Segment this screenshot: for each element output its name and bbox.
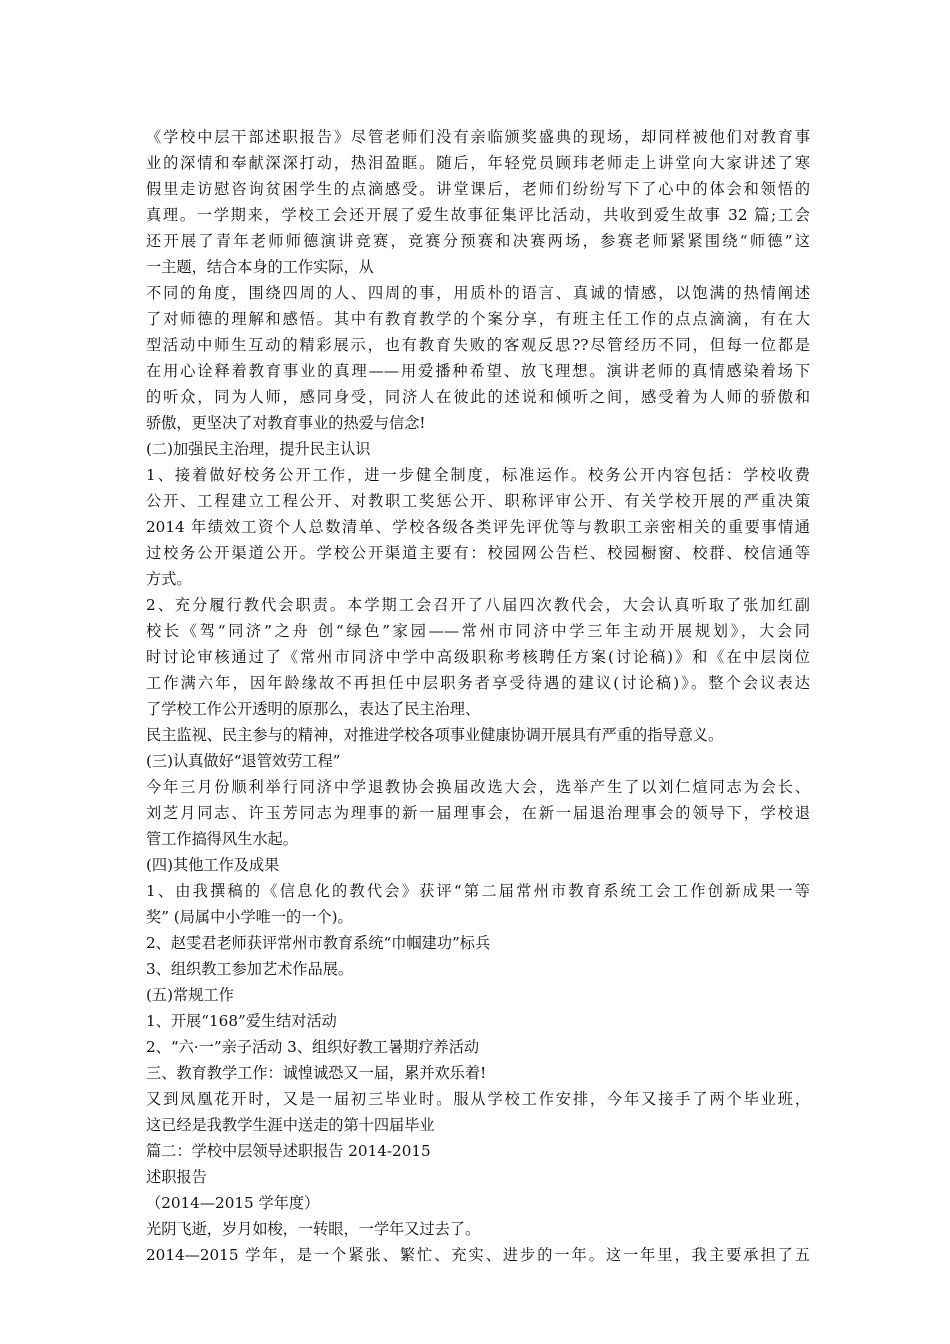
section-heading: 三、教育教学工作：诚惶诚恐又一届，累并欢乐着!	[146, 1064, 487, 1082]
report-title: 述职报告	[146, 1168, 207, 1186]
text-line: 型活动中师生互动的精彩展示，也有教育失败的客观反思??尽管经历不同，但每一位都是	[146, 336, 810, 354]
text-line: 管工作搞得风生水起。	[146, 830, 298, 848]
text-line: 光阴飞逝，岁月如梭，一转眼，一学年又过去了。	[146, 1220, 481, 1238]
text-line: 民主监视、民主参与的精神，对推进学校各项事业健康协调开展具有严重的指导意义。	[146, 726, 724, 744]
document-body	[146, 124, 810, 1268]
text-line: 奖” (局属中小学唯一的一个)。	[146, 908, 353, 926]
section-heading: (四)其他工作及成果	[146, 856, 280, 874]
section-heading: (三)认真做好“退管效劳工程”	[146, 752, 341, 770]
text-line: 又到凤凰花开时，又是一届初三毕业时。服从学校工作安排，今年又接手了两个毕业班，	[146, 1090, 810, 1108]
text-line: 的听众，同为人师，感同身受，同济人在彼此的述说和倾听之间，感受着为人师的骄傲和	[146, 388, 810, 406]
text-line: 一主题，结合本身的工作实际，从	[146, 258, 374, 276]
text-line: 不同的角度，围绕四周的人、四周的事，用质朴的语言、真诚的情感，以饱满的热情阐述	[146, 284, 810, 302]
text-line: 2014 年绩效工资个人总数清单、学校各级各类评先评优等与教职工亲密相关的重要事情通	[146, 518, 810, 536]
text-line: 工作满六年，因年龄缘故不再担任中层职务者享受待遇的建议(讨论稿)》。整个会议表达	[146, 674, 810, 692]
text-line: 公开、工程建立工程公开、对教职工奖惩公开、职称评审公开、有关学校开展的严重决策	[146, 492, 810, 510]
text-line: 今年三月份顺利举行同济中学退教协会换届改选大会，选举产生了以刘仁煊同志为会长、	[146, 778, 810, 796]
report-subtitle: （2014—2015 学年度）	[146, 1194, 320, 1212]
text-line: 1、由我撰稿的《信息化的教代会》获评“第二届常州市教育系统工会工作创新成果一等	[146, 882, 810, 900]
text-line: 了学校工作公开透明的原那么，表达了民主治理、	[146, 700, 481, 718]
text-line: 刘芝月同志、许玉芳同志为理事的新一届理事会，在新一届退治理事会的领导下，学校退	[146, 804, 810, 822]
text-line: 3、组织教工参加艺术作品展。	[146, 960, 354, 978]
text-line: 2014—2015 学年，是一个紧张、繁忙、充实、进步的一年。这一年里，我主要承担了五	[146, 1246, 810, 1264]
text-line: 过校务公开渠道公开。学校公开渠道主要有：校园网公告栏、校园橱窗、校群、校信通等	[146, 544, 810, 562]
text-line: 在用心诠释着教育事业的真理——用爱播种希望、放飞理想。演讲老师的真情感染着场下	[146, 362, 810, 380]
text-line: 方式。	[146, 570, 192, 588]
text-line: 假里走访慰咨询贫困学生的点滴感受。讲堂课后，老师们纷纷写下了心中的体会和领悟的	[146, 180, 810, 198]
text-line: 骄傲，更坚决了对教育事业的热爱与信念!	[146, 414, 426, 432]
article-heading: 篇二：学校中层领导述职报告 2014-2015	[146, 1142, 431, 1160]
text-line: 《学校中层干部述职报告》尽管老师们没有亲临颁奖盛典的现场，却同样被他们对教育事	[146, 128, 810, 146]
text-line: 时讨论审核通过了《常州市同济中学中高级职称考核聘任方案(讨论稿)》和《在中层岗位	[146, 648, 810, 666]
text-line: 2、赵雯君老师获评常州市教育系统“巾帼建功”标兵	[146, 934, 491, 952]
section-heading: (五)常规工作	[146, 986, 234, 1004]
text-line: 了对师德的理解和感悟。其中有教育教学的个案分享，有班主任工作的点点滴滴，有在大	[146, 310, 810, 328]
text-line: 2、“六·一”亲子活动 3、组织好教工暑期疗养活动	[146, 1038, 480, 1056]
text-line: 1、开展“168”爱生结对活动	[146, 1012, 337, 1030]
text-line: 还开展了青年老师师德演讲竞赛，竞赛分预赛和决赛两场，参赛老师紧紧围绕“师德”这	[146, 232, 810, 250]
section-heading: (二)加强民主治理，提升民主认识	[146, 440, 371, 458]
text-line: 真理。一学期来，学校工会还开展了爱生故事征集评比活动，共收到爱生故事 32 篇;工会	[146, 206, 810, 224]
text-line: 这已经是我教学生涯中送走的第十四届毕业	[146, 1116, 435, 1134]
text-line: 2、充分履行教代会职责。本学期工会召开了八届四次教代会，大会认真听取了张加红副	[146, 596, 810, 614]
text-line: 校长《驾“同济”之舟 创“绿色”家园——常州市同济中学三年主动开展规划》，大会同	[146, 622, 810, 640]
text-line: 业的深情和奉献深深打动，热泪盈眶。随后，年轻党员顾玮老师走上讲堂向大家讲述了寒	[146, 154, 810, 172]
text-line: 1、接着做好校务公开工作，进一步健全制度，标准运作。校务公开内容包括：学校收费	[146, 466, 810, 484]
